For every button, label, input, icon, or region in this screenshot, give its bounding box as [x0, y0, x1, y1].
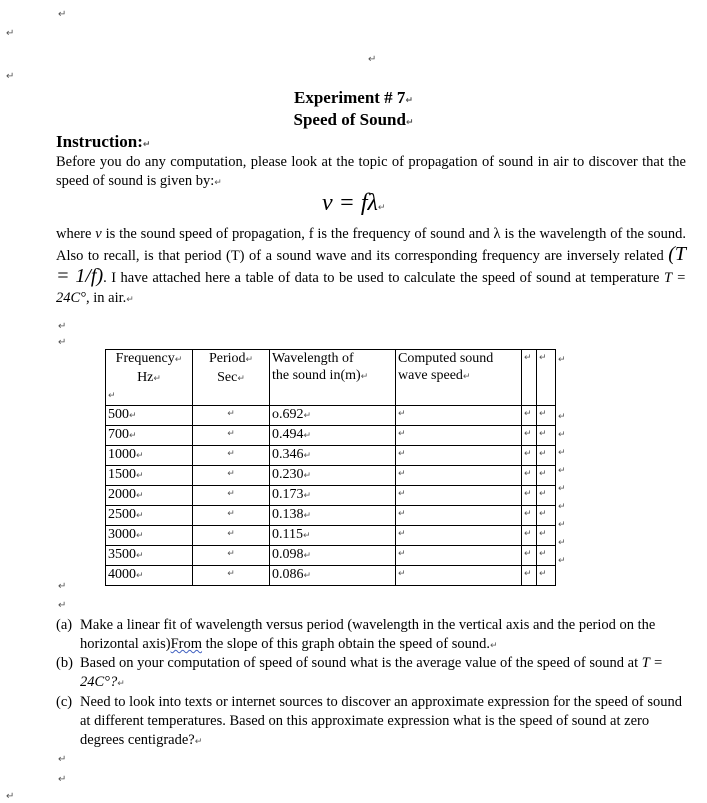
table-row: 500↵ ↵ o.692↵ ↵ ↵ ↵: [106, 406, 556, 426]
row-end-mark: ↵: [558, 412, 566, 422]
row-end-mark: ↵: [558, 502, 566, 512]
instruction-heading: Instruction:↵: [56, 132, 151, 151]
row-end-mark: ↵: [558, 538, 566, 548]
row-end-mark: ↵: [558, 520, 566, 530]
paragraph-mark: ↵: [58, 774, 67, 785]
intro-paragraph: Before you do any computation, please look at the topic of propagation of sound in air to discover that the speed of sound is given by:↵: [56, 154, 686, 189]
paragraph-mark: ↵: [58, 581, 67, 592]
header-wavelength: Wavelength of the sound in(m)↵: [270, 350, 396, 406]
table-row: 700↵ ↵ 0.494↵ ↵ ↵ ↵: [106, 426, 556, 446]
row-end-mark: ↵: [558, 466, 566, 476]
question-a: (a) Make a linear fit of wavelength versus period (wavelength in the vertical axis and the period on the horizontal axis)From the slope of this graph obtain the speed of sound.↵: [56, 617, 656, 652]
period-relation: (T = 1/f): [56, 243, 687, 287]
table-row: 3500↵ ↵ 0.098↵ ↵ ↵ ↵: [106, 546, 556, 566]
row-end-mark: ↵: [558, 556, 566, 566]
row-end-mark: ↵: [558, 448, 566, 458]
row-end-mark: ↵: [558, 430, 566, 440]
paragraph-mark: ↵: [368, 54, 377, 65]
document-subtitle: Speed of Sound↵: [293, 110, 414, 129]
question-b: (b) Based on your computation of speed of sound what is the average value of the speed of sound at T = 24C°?↵: [56, 655, 663, 690]
paragraph-mark: ↵: [58, 9, 67, 20]
header-speed: Computed sound wave speed↵: [396, 350, 522, 406]
table-row: 2000↵ ↵ 0.173↵ ↵ ↵ ↵: [106, 486, 556, 506]
empty-cell: ↵: [537, 350, 556, 406]
question-c: (c) Need to look into texts or internet sources to discover an approximate expression for the speed of sound at different temperatures. Based on this approximate expression what is the speed of sound at zero degrees centigrade?↵: [56, 694, 682, 748]
header-period: Period↵ Sec↵: [193, 350, 270, 406]
temperature-value: T = 24C°?: [80, 655, 663, 690]
paragraph-mark: ↵: [6, 791, 15, 802]
table-row: 2500↵ ↵ 0.138↵ ↵ ↵ ↵: [106, 506, 556, 526]
paragraph-mark: ↵: [58, 754, 67, 765]
document-title: Experiment # 7↵: [294, 88, 413, 107]
row-end-mark: ↵: [558, 355, 566, 365]
table-row: 1000↵ ↵ 0.346↵ ↵ ↵ ↵: [106, 446, 556, 466]
paragraph-mark: ↵: [58, 337, 67, 348]
data-table: [105, 349, 556, 586]
speed-formula: v = fλ↵: [322, 190, 386, 216]
definition-paragraph: where v is the sound speed of propagation, f is the frequency of sound and λ is the wavelength of the sound. Also to recall, is that period (T) of a sound wave and its corresponding frequency are inversely related (T = 1/f). I have attached here a table of data to be used to calculate the speed of sound at temperature T = 24C°, in air.↵: [56, 226, 687, 306]
paragraph-mark: ↵: [58, 600, 67, 611]
paragraph-mark: ↵: [6, 28, 15, 39]
empty-cell: ↵: [522, 350, 537, 406]
table-row: 3000↵ ↵ 0.115↵ ↵ ↵ ↵: [106, 526, 556, 546]
table-header-row: [106, 350, 556, 406]
temperature-value: T = 24C°: [56, 270, 687, 306]
paragraph-mark: ↵: [6, 71, 15, 82]
header-frequency: Frequency↵ Hz↵ ↵: [106, 350, 193, 406]
table-row: 4000↵ ↵ 0.086↵ ↵ ↵ ↵: [106, 566, 556, 586]
paragraph-mark: ↵: [58, 321, 67, 332]
table-row: 1500↵ ↵ 0.230↵ ↵ ↵ ↵: [106, 466, 556, 486]
row-end-mark: ↵: [558, 484, 566, 494]
